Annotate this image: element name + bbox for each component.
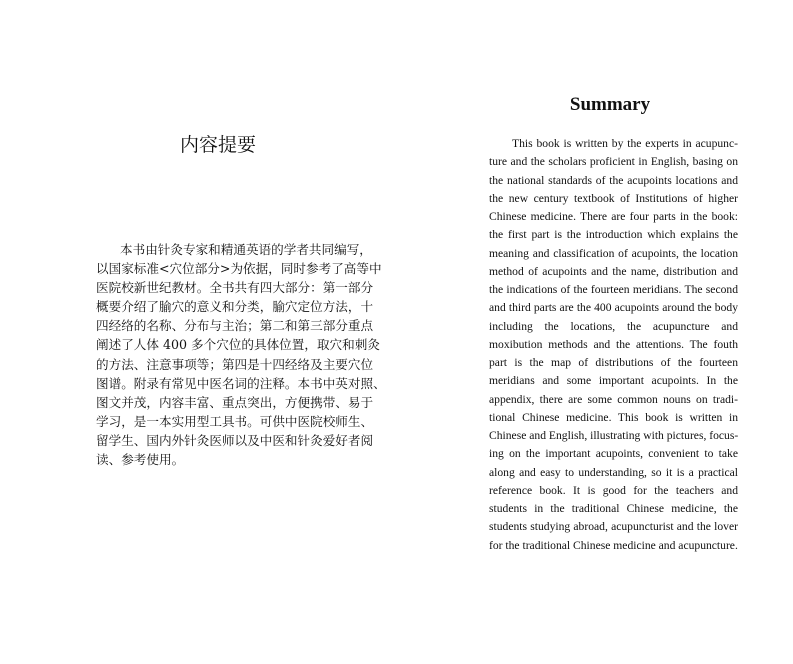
text-line: 留学生、国内外针灸医师以及中医和针灸爱好者阅 <box>96 432 374 448</box>
text-line: including the locations, the acupuncture and <box>489 319 738 333</box>
text-line: and third parts are the 400 acupoints around the body <box>489 301 738 315</box>
text-line: 医院校新世纪教材。全书共有四大部分：第一部分 <box>96 280 374 296</box>
text-line: meridians and some important acupoints. In the <box>489 374 738 388</box>
text-line: 学习，是一本实用型工具书。可供中医院校师生、 <box>96 413 374 429</box>
text-line: Chinese medicine. There are four parts in the book: <box>489 210 738 223</box>
text-line: ture and the scholars proficient in English, basing on <box>489 155 738 169</box>
text-line: students in the traditional Chinese medicine, the <box>489 502 738 515</box>
english-summary-text <box>489 135 738 555</box>
text-line: appendix, there are some common nouns on tradi- <box>489 392 738 406</box>
chinese-summary-text <box>96 240 386 469</box>
text-line: ing on the important acupoints, convenient to take <box>489 447 738 461</box>
page-title-english: Summary <box>569 94 651 115</box>
text-line: method of acupoints and the name, distribution and <box>489 264 738 278</box>
text-line: meaning and classification of acupoints, the location <box>489 246 738 260</box>
text-line: This book is written by the experts in acupunc- <box>512 137 738 150</box>
text-line: 图谱。附录有常见中医名词的注释。本书中英对照、 <box>96 375 386 391</box>
text-line: 的方法、注意事项等；第四是十四经络及主要穴位 <box>96 356 374 372</box>
text-line: students studying abroad, acupuncturist and the lover <box>489 520 738 534</box>
text-line: the new century textbook of Institutions of higher <box>489 191 738 205</box>
text-line: tional Chinese medicine. This book is written in <box>489 410 738 424</box>
text-line: for the traditional Chinese medicine and acupuncture. <box>489 538 738 552</box>
text-line: 图文并茂，内容丰富、重点突出，方便携带、易于 <box>96 394 374 410</box>
text-line: 读、参考使用。 <box>96 452 185 468</box>
text-line: 概要介绍了腧穴的意义和分类，腧穴定位方法，十 <box>96 299 374 315</box>
text-line: Chinese and English, illustrating with pictures, focus- <box>489 429 739 442</box>
text-line: along and easy to understanding, so it is a practical <box>489 465 738 479</box>
text-line: 以国家标准<穴位部分>为依据，同时参考了高等中 <box>96 261 382 277</box>
text-line: moxibution methods and the attentions. The fouth <box>489 337 738 351</box>
text-line: the national standards of the acupoints locations and <box>489 173 738 187</box>
text-line: 本书由针灸专家和精通英语的学者共同编写， <box>120 242 372 257</box>
page-title-chinese: 内容提要 <box>179 134 256 156</box>
text-line: 阐述了人体 400 多个穴位的具体位置，取穴和刺灸 <box>96 337 380 353</box>
text-line: part is the map of distributions of the fourteen <box>489 356 738 369</box>
text-line: the first part is the introduction which explains the <box>489 228 738 242</box>
text-line: the indications of the fourteen meridians. The second <box>489 283 738 296</box>
text-line: reference book. It is good for the teachers and <box>489 483 738 497</box>
text-line: 四经络的名称、分布与主治；第二和第三部分重点 <box>96 318 374 334</box>
